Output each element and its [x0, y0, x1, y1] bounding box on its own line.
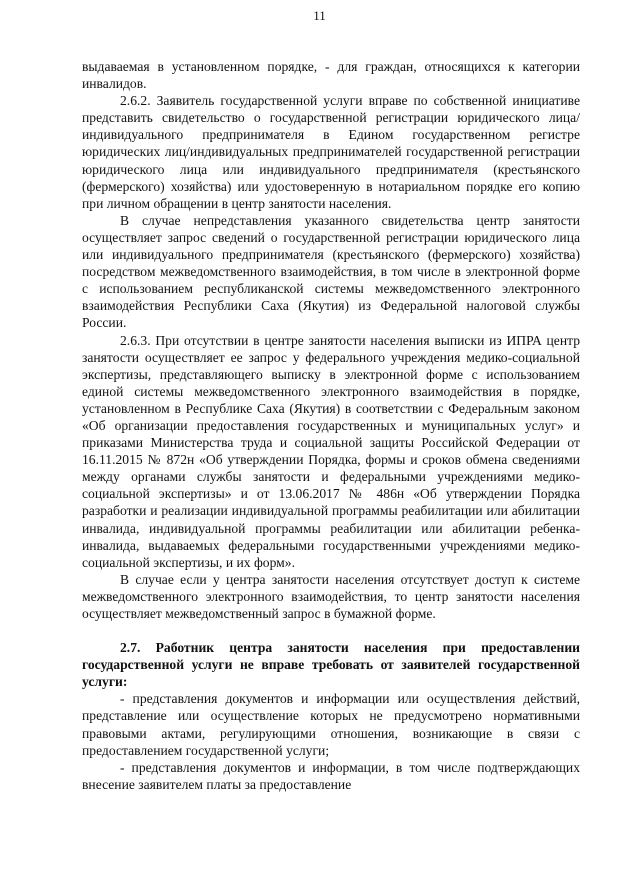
document-body: [82, 58, 580, 793]
paragraph-continuation: выдаваемая в установленном порядке, - для граждан, относящихся к категории инвалидов.: [82, 59, 580, 92]
paragraph-registration-request: В случае непредставления указанного свидетельства центр занятости осуществляет запрос сведений о государственной регистрации юридического лица или индивидуального предпринимателя (крестьянского (фермерского) хозяйства) посредством межведомственного взаимодействия, в том числе в электронной форме с использованием республиканской системы межведомственного электронного взаимодействия Республики Саха (Якутия) из Федеральной налоговой службы России.: [82, 212, 580, 331]
section-heading-2-7: 2.7. Работник центра занятости населения при предоставлении государственной услуги не вправе требовать от заявителей государственной услуги:: [82, 640, 580, 690]
list-item-documents: - представления документов и информации или осуществления действий, представление или осуществление которых не предусмотрено нормативными правовыми актами, регулирующими отношения, возникающие в связи с предоставлением государственной услуги;: [82, 691, 580, 758]
paragraph-2-6-2: 2.6.2. Заявитель государственной услуги вправе по собственной инициативе представить свидетельство о государственной регистрации юридического лица/индивидуального предпринимателя в Едином государственном регистре юридических лиц/индивидуальных предпринимателей государственной регистрации юридического лица или индивидуального предпринимателя (крестьянского (фермерского) хозяйства) или удостоверенную в нотариальном порядке его копию при личном обращении в центр занятости населения.: [82, 93, 580, 211]
paragraph-paper-request: В случае если у центра занятости населения отсутствует доступ к системе межведомственного электронного взаимодействия, то центр занятости населения осуществляет межведомственный запрос в бумажной форме.: [82, 571, 580, 621]
paragraph-2-6-3: 2.6.3. При отсутствии в центре занятости населения выписки из ИПРА центр занятости осуществляет ее запрос у федерального учреждения медико-социальной экспертизы, представляющего выписку в электронной форме с использованием единой системы межведомственного электронного взаимодействия в порядке, установленном в Республике Саха (Якутия) в соответствии с Федеральным законом «Об организации предоставления государственных и муниципальных услуг» и приказами Министерства труда и социальной защиты Российской Федерации от 16.11.2015 № 872н «Об утверждении Порядка, формы и сроков обмена сведениями между органами службы занятости и федеральными учреждениями медико-социальной экспертизы» и от 13.06.2017 № 486н «Об утверждении Порядка разработки и реализации индивидуальной программы реабилитации или абилитации инвалида, индивидуальной программы реабилитации или абилитации ребенка-инвалида, выдаваемых федеральными государственными учреждениями медико-социальной экспертизы, и их форм».: [82, 332, 580, 570]
page-number: 11: [313, 8, 326, 23]
list-item-payment: - представления документов и информации, в том числе подтверждающих внесение заявителем платы за предоставление: [82, 759, 580, 792]
